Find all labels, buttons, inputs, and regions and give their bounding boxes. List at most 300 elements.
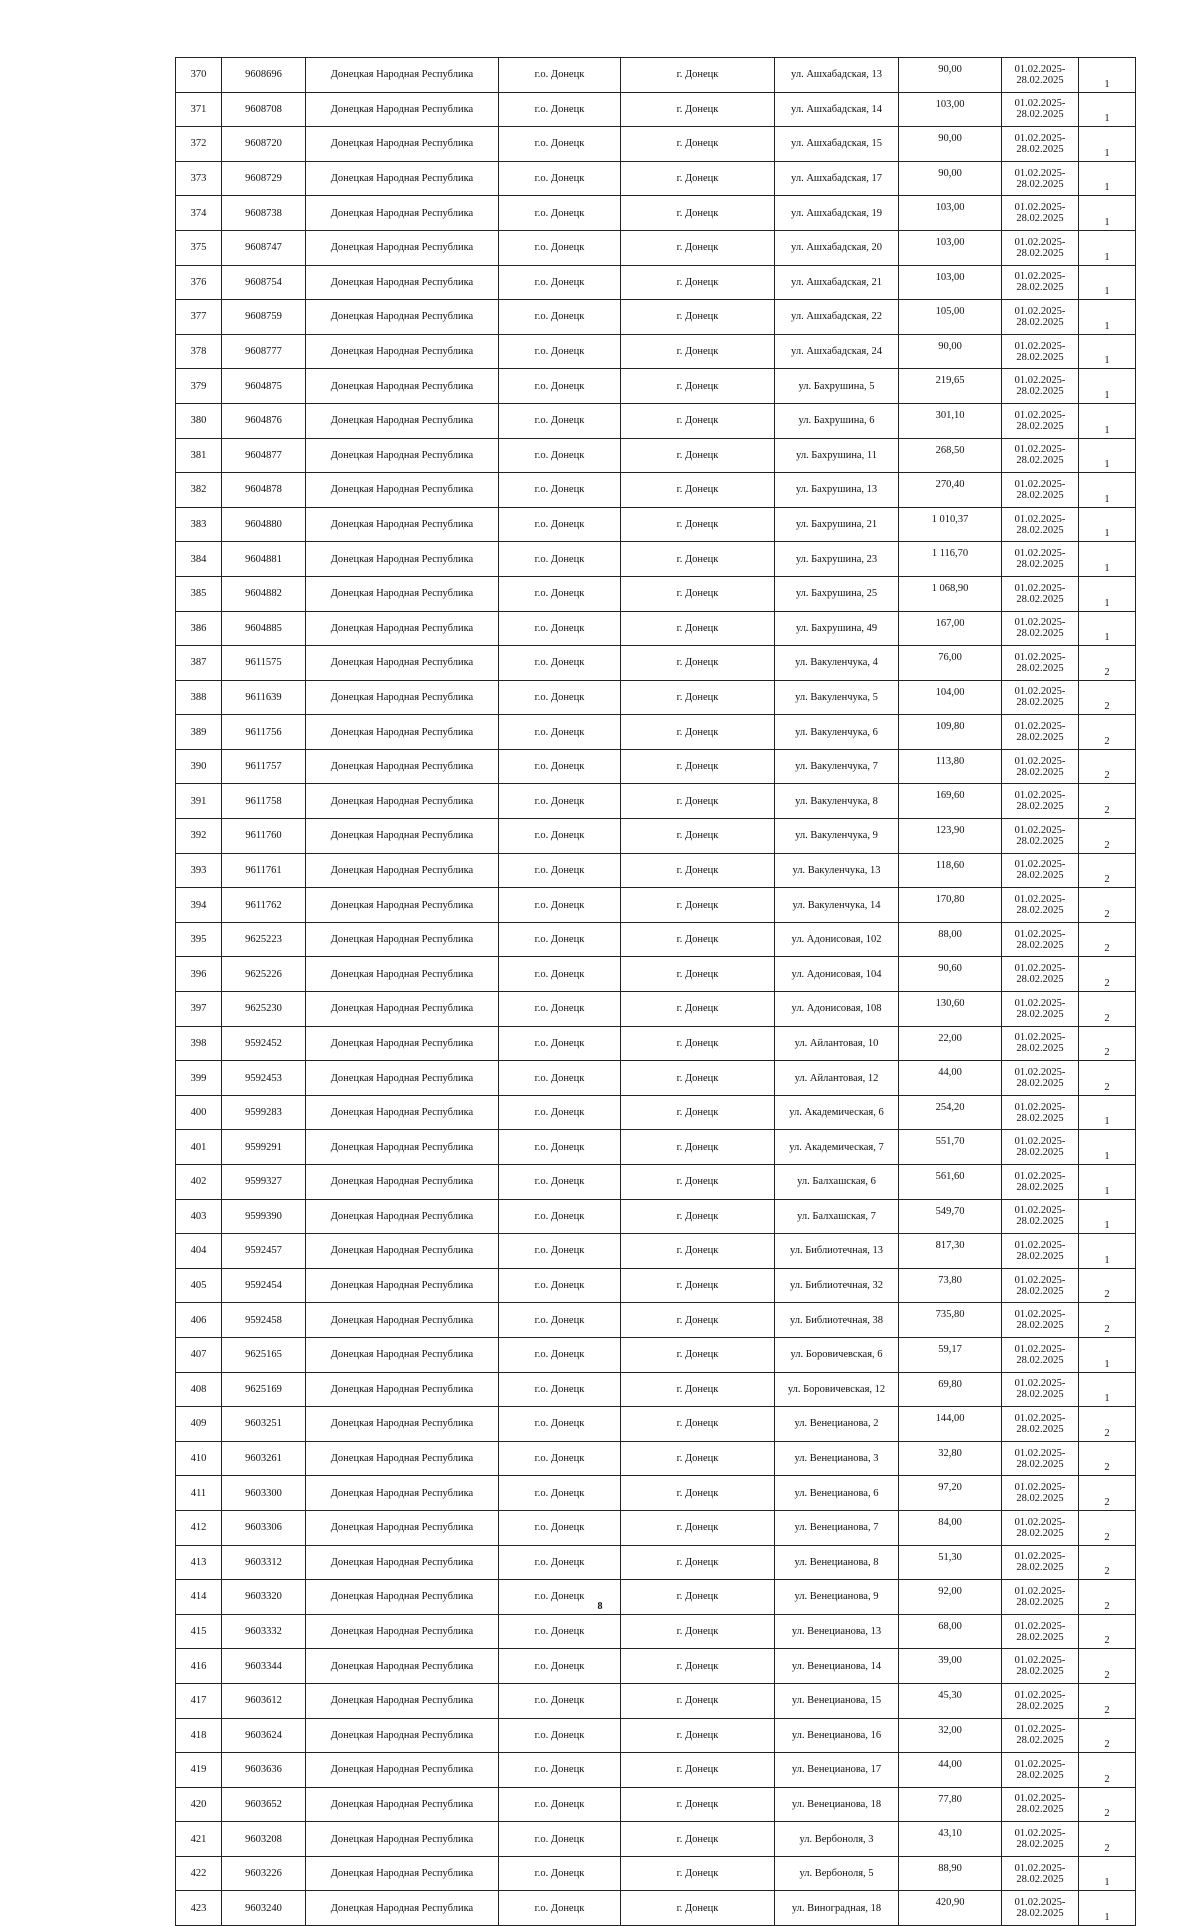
district-cell: г.о. Донецк (499, 853, 621, 888)
period-end: 28.02.2025 (1016, 1700, 1064, 1712)
row-number-cell: 400 (176, 1095, 222, 1130)
city-cell: г. Донецк (621, 127, 775, 162)
area-cell: 104,00 (899, 680, 1002, 715)
city-cell: г. Донецк (621, 1441, 775, 1476)
count-cell: 2 (1079, 1510, 1136, 1545)
district-cell: г.о. Донецк (499, 1303, 621, 1338)
area-cell: 1 010,37 (899, 507, 1002, 542)
period-cell (1002, 507, 1079, 542)
object-code-cell: 9592452 (222, 1026, 306, 1061)
period-cell (1002, 611, 1079, 646)
period-start: 01.02.2025- (1014, 167, 1066, 179)
object-code-cell: 9592458 (222, 1303, 306, 1338)
period-end: 28.02.2025 (1016, 559, 1064, 571)
city-cell: г. Донецк (621, 1165, 775, 1200)
district-cell: г.о. Донецк (499, 646, 621, 681)
object-code-cell: 9604885 (222, 611, 306, 646)
address-cell: ул. Виноградная, 18 (775, 1891, 899, 1926)
area-cell: 219,65 (899, 369, 1002, 404)
period-start: 01.02.2025- (1014, 305, 1066, 317)
period-start: 01.02.2025- (1014, 132, 1066, 144)
period-start: 01.02.2025- (1014, 1205, 1066, 1217)
period-cell (1002, 230, 1079, 265)
district-cell: г.о. Донецк (499, 1822, 621, 1857)
object-code-cell: 9625165 (222, 1337, 306, 1372)
district-cell: г.о. Донецк (499, 1441, 621, 1476)
period-end: 28.02.2025 (1016, 1147, 1064, 1159)
table-row (176, 1372, 1136, 1407)
period-start: 01.02.2025- (1014, 409, 1066, 421)
address-cell: ул. Вакуленчука, 14 (775, 888, 899, 923)
area-cell: 44,00 (899, 1753, 1002, 1788)
area-cell: 22,00 (899, 1026, 1002, 1061)
area-cell: 735,80 (899, 1303, 1002, 1338)
row-number-cell: 419 (176, 1753, 222, 1788)
period-end: 28.02.2025 (1016, 1112, 1064, 1124)
count-cell: 2 (1079, 1545, 1136, 1580)
city-cell: г. Донецк (621, 1718, 775, 1753)
city-cell: г. Донецк (621, 1268, 775, 1303)
area-cell: 45,30 (899, 1683, 1002, 1718)
period-cell (1002, 300, 1079, 335)
period-start: 01.02.2025- (1014, 271, 1066, 283)
address-cell: ул. Венецианова, 8 (775, 1545, 899, 1580)
address-cell: ул. Венецианова, 16 (775, 1718, 899, 1753)
table-row (176, 680, 1136, 715)
address-cell: ул. Адонисовая, 108 (775, 992, 899, 1027)
row-number-cell: 423 (176, 1891, 222, 1926)
row-number-cell: 386 (176, 611, 222, 646)
region-cell: Донецкая Народная Республика (306, 334, 499, 369)
period-start: 01.02.2025- (1014, 202, 1066, 214)
address-cell: ул. Бахрушина, 11 (775, 438, 899, 473)
period-cell (1002, 542, 1079, 577)
object-code-cell: 9599390 (222, 1199, 306, 1234)
object-code-cell: 9603251 (222, 1407, 306, 1442)
object-code-cell: 9625169 (222, 1372, 306, 1407)
period-cell (1002, 922, 1079, 957)
row-number-cell: 422 (176, 1856, 222, 1891)
period-cell (1002, 1061, 1079, 1096)
district-cell: г.о. Донецк (499, 1580, 621, 1615)
area-cell: 69,80 (899, 1372, 1002, 1407)
city-cell: г. Донецк (621, 576, 775, 611)
period-end: 28.02.2025 (1016, 1908, 1064, 1920)
row-number-cell: 416 (176, 1649, 222, 1684)
table-row (176, 1822, 1136, 1857)
period-cell (1002, 265, 1079, 300)
district-cell: г.о. Донецк (499, 1372, 621, 1407)
district-cell: г.о. Донецк (499, 403, 621, 438)
period-end: 28.02.2025 (1016, 870, 1064, 882)
area-cell: 88,00 (899, 922, 1002, 957)
area-cell: 109,80 (899, 715, 1002, 750)
region-cell: Донецкая Народная Республика (306, 300, 499, 335)
table-row (176, 265, 1136, 300)
period-end: 28.02.2025 (1016, 1493, 1064, 1505)
address-cell: ул. Бахрушина, 25 (775, 576, 899, 611)
area-cell: 92,00 (899, 1580, 1002, 1615)
object-code-cell: 9604880 (222, 507, 306, 542)
region-cell: Донецкая Народная Республика (306, 576, 499, 611)
object-code-cell: 9604876 (222, 403, 306, 438)
period-end: 28.02.2025 (1016, 1354, 1064, 1366)
period-cell (1002, 957, 1079, 992)
region-cell: Донецкая Народная Республика (306, 265, 499, 300)
period-end: 28.02.2025 (1016, 939, 1064, 951)
count-cell: 1 (1079, 403, 1136, 438)
table-row (176, 161, 1136, 196)
period-cell (1002, 1199, 1079, 1234)
region-cell: Донецкая Народная Республика (306, 1268, 499, 1303)
city-cell: г. Донецк (621, 853, 775, 888)
table-row (176, 1683, 1136, 1718)
period-end: 28.02.2025 (1016, 524, 1064, 536)
period-cell (1002, 92, 1079, 127)
count-cell: 2 (1079, 888, 1136, 923)
address-cell: ул. Бахрушина, 6 (775, 403, 899, 438)
period-cell (1002, 127, 1079, 162)
row-number-cell: 381 (176, 438, 222, 473)
period-end: 28.02.2025 (1016, 1250, 1064, 1262)
row-number-cell: 421 (176, 1822, 222, 1857)
city-cell: г. Донецк (621, 196, 775, 231)
count-cell: 1 (1079, 473, 1136, 508)
period-cell (1002, 888, 1079, 923)
count-cell: 2 (1079, 992, 1136, 1027)
area-cell: 103,00 (899, 92, 1002, 127)
count-cell: 1 (1079, 1130, 1136, 1165)
address-cell: ул. Балхашская, 7 (775, 1199, 899, 1234)
area-cell: 77,80 (899, 1787, 1002, 1822)
period-start: 01.02.2025- (1014, 1758, 1066, 1770)
table-row (176, 1614, 1136, 1649)
period-end: 28.02.2025 (1016, 1631, 1064, 1643)
city-cell: г. Донецк (621, 473, 775, 508)
district-cell: г.о. Донецк (499, 507, 621, 542)
period-end: 28.02.2025 (1016, 247, 1064, 259)
count-cell: 2 (1079, 1787, 1136, 1822)
city-cell: г. Донецк (621, 1856, 775, 1891)
count-cell: 1 (1079, 438, 1136, 473)
period-end: 28.02.2025 (1016, 1527, 1064, 1539)
row-number-cell: 378 (176, 334, 222, 369)
address-cell: ул. Академическая, 6 (775, 1095, 899, 1130)
district-cell: г.о. Донецк (499, 922, 621, 957)
region-cell: Донецкая Народная Республика (306, 1026, 499, 1061)
table-row (176, 888, 1136, 923)
object-code-cell: 9603240 (222, 1891, 306, 1926)
city-cell: г. Донецк (621, 1407, 775, 1442)
address-cell: ул. Вербоноля, 3 (775, 1822, 899, 1857)
area-cell: 549,70 (899, 1199, 1002, 1234)
region-cell: Донецкая Народная Республика (306, 1372, 499, 1407)
region-cell: Донецкая Народная Республика (306, 92, 499, 127)
period-start: 01.02.2025- (1014, 997, 1066, 1009)
row-number-cell: 380 (176, 403, 222, 438)
area-cell: 39,00 (899, 1649, 1002, 1684)
count-cell: 2 (1079, 1580, 1136, 1615)
table-row (176, 58, 1136, 93)
object-code-cell: 9604878 (222, 473, 306, 508)
object-code-cell: 9592453 (222, 1061, 306, 1096)
region-cell: Донецкая Народная Республика (306, 1822, 499, 1857)
period-cell (1002, 1787, 1079, 1822)
table-row (176, 1476, 1136, 1511)
period-cell (1002, 853, 1079, 888)
period-cell (1002, 1753, 1079, 1788)
address-cell: ул. Ашхабадская, 13 (775, 58, 899, 93)
district-cell: г.о. Донецк (499, 680, 621, 715)
region-cell: Донецкая Народная Республика (306, 1476, 499, 1511)
area-cell: 270,40 (899, 473, 1002, 508)
table-body (176, 58, 1136, 1926)
address-cell: ул. Балхашская, 6 (775, 1165, 899, 1200)
period-start: 01.02.2025- (1014, 375, 1066, 387)
district-cell: г.о. Донецк (499, 1856, 621, 1891)
table-row (176, 992, 1136, 1027)
period-cell (1002, 1510, 1079, 1545)
period-end: 28.02.2025 (1016, 74, 1064, 86)
count-cell: 1 (1079, 1337, 1136, 1372)
area-cell: 44,00 (899, 1061, 1002, 1096)
area-cell: 90,60 (899, 957, 1002, 992)
area-cell: 90,00 (899, 161, 1002, 196)
area-cell: 254,20 (899, 1095, 1002, 1130)
period-start: 01.02.2025- (1014, 721, 1066, 733)
period-start: 01.02.2025- (1014, 513, 1066, 525)
period-end: 28.02.2025 (1016, 1078, 1064, 1090)
object-code-cell: 9608754 (222, 265, 306, 300)
city-cell: г. Донецк (621, 1199, 775, 1234)
row-number-cell: 395 (176, 922, 222, 957)
row-number-cell: 410 (176, 1441, 222, 1476)
period-end: 28.02.2025 (1016, 1804, 1064, 1816)
count-cell: 2 (1079, 922, 1136, 957)
region-cell: Донецкая Народная Республика (306, 646, 499, 681)
address-cell: ул. Вакуленчука, 9 (775, 819, 899, 854)
area-cell: 167,00 (899, 611, 1002, 646)
count-cell: 1 (1079, 1199, 1136, 1234)
table-row (176, 1891, 1136, 1926)
period-end: 28.02.2025 (1016, 213, 1064, 225)
period-cell (1002, 680, 1079, 715)
region-cell: Донецкая Народная Республика (306, 1234, 499, 1269)
object-code-cell: 9611762 (222, 888, 306, 923)
period-start: 01.02.2025- (1014, 1309, 1066, 1321)
address-cell: ул. Ашхабадская, 22 (775, 300, 899, 335)
count-cell: 1 (1079, 1856, 1136, 1891)
district-cell: г.о. Донецк (499, 819, 621, 854)
period-end: 28.02.2025 (1016, 1008, 1064, 1020)
city-cell: г. Донецк (621, 1891, 775, 1926)
object-code-cell: 9608696 (222, 58, 306, 93)
row-number-cell: 404 (176, 1234, 222, 1269)
table-row (176, 576, 1136, 611)
address-cell: ул. Вакуленчука, 13 (775, 853, 899, 888)
region-cell: Донецкая Народная Республика (306, 784, 499, 819)
period-start: 01.02.2025- (1014, 1378, 1066, 1390)
address-cell: ул. Венецианова, 2 (775, 1407, 899, 1442)
region-cell: Донецкая Народная Республика (306, 1061, 499, 1096)
period-cell (1002, 1407, 1079, 1442)
district-cell: г.о. Донецк (499, 542, 621, 577)
district-cell: г.о. Донецк (499, 1268, 621, 1303)
address-cell: ул. Ашхабадская, 24 (775, 334, 899, 369)
row-number-cell: 372 (176, 127, 222, 162)
period-start: 01.02.2025- (1014, 1067, 1066, 1079)
period-cell (1002, 1476, 1079, 1511)
district-cell: г.о. Донецк (499, 230, 621, 265)
count-cell: 1 (1079, 92, 1136, 127)
count-cell: 1 (1079, 58, 1136, 93)
period-end: 28.02.2025 (1016, 905, 1064, 917)
period-end: 28.02.2025 (1016, 1769, 1064, 1781)
district-cell: г.о. Донецк (499, 1510, 621, 1545)
region-cell: Донецкая Народная Республика (306, 1614, 499, 1649)
table-row (176, 1234, 1136, 1269)
district-cell: г.о. Донецк (499, 300, 621, 335)
period-start: 01.02.2025- (1014, 1170, 1066, 1182)
period-end: 28.02.2025 (1016, 282, 1064, 294)
period-start: 01.02.2025- (1014, 824, 1066, 836)
count-cell: 1 (1079, 230, 1136, 265)
table-row (176, 1787, 1136, 1822)
region-cell: Донецкая Народная Республика (306, 1303, 499, 1338)
address-cell: ул. Адонисовая, 102 (775, 922, 899, 957)
period-cell (1002, 1614, 1079, 1649)
region-cell: Донецкая Народная Республика (306, 473, 499, 508)
city-cell: г. Донецк (621, 784, 775, 819)
region-cell: Донецкая Народная Республика (306, 749, 499, 784)
period-start: 01.02.2025- (1014, 63, 1066, 75)
district-cell: г.о. Донецк (499, 1095, 621, 1130)
address-cell: ул. Венецианова, 14 (775, 1649, 899, 1684)
table-row (176, 784, 1136, 819)
period-end: 28.02.2025 (1016, 835, 1064, 847)
row-number-cell: 405 (176, 1268, 222, 1303)
count-cell: 2 (1079, 749, 1136, 784)
address-cell: ул. Ашхабадская, 14 (775, 92, 899, 127)
period-cell (1002, 1545, 1079, 1580)
district-cell: г.о. Донецк (499, 127, 621, 162)
area-cell: 1 068,90 (899, 576, 1002, 611)
period-cell (1002, 819, 1079, 854)
area-cell: 144,00 (899, 1407, 1002, 1442)
object-code-cell: 9608738 (222, 196, 306, 231)
row-number-cell: 401 (176, 1130, 222, 1165)
period-end: 28.02.2025 (1016, 316, 1064, 328)
address-cell: ул. Бахрушина, 49 (775, 611, 899, 646)
region-cell: Донецкая Народная Республика (306, 1510, 499, 1545)
object-code-cell: 9611758 (222, 784, 306, 819)
row-number-cell: 388 (176, 680, 222, 715)
address-cell: ул. Ашхабадская, 19 (775, 196, 899, 231)
address-cell: ул. Вакуленчука, 6 (775, 715, 899, 750)
city-cell: г. Донецк (621, 1026, 775, 1061)
row-number-cell: 420 (176, 1787, 222, 1822)
period-cell (1002, 1718, 1079, 1753)
address-cell: ул. Ашхабадская, 21 (775, 265, 899, 300)
period-end: 28.02.2025 (1016, 1423, 1064, 1435)
period-cell (1002, 161, 1079, 196)
city-cell: г. Донецк (621, 1372, 775, 1407)
count-cell: 2 (1079, 853, 1136, 888)
region-cell: Донецкая Народная Республика (306, 1753, 499, 1788)
period-end: 28.02.2025 (1016, 1389, 1064, 1401)
row-number-cell: 376 (176, 265, 222, 300)
period-start: 01.02.2025- (1014, 1447, 1066, 1459)
period-cell (1002, 1683, 1079, 1718)
district-cell: г.о. Донецк (499, 1753, 621, 1788)
area-cell: 51,30 (899, 1545, 1002, 1580)
period-end: 28.02.2025 (1016, 1216, 1064, 1228)
period-cell (1002, 1234, 1079, 1269)
count-cell: 1 (1079, 161, 1136, 196)
count-cell: 2 (1079, 1026, 1136, 1061)
district-cell: г.о. Донецк (499, 473, 621, 508)
table-row (176, 473, 1136, 508)
district-cell: г.о. Донецк (499, 196, 621, 231)
district-cell: г.о. Донецк (499, 715, 621, 750)
period-start: 01.02.2025- (1014, 651, 1066, 663)
period-cell (1002, 749, 1079, 784)
address-cell: ул. Венецианова, 6 (775, 1476, 899, 1511)
city-cell: г. Донецк (621, 1095, 775, 1130)
region-cell: Донецкая Народная Республика (306, 1580, 499, 1615)
object-code-cell: 9625230 (222, 992, 306, 1027)
table-row (176, 507, 1136, 542)
city-cell: г. Донецк (621, 1234, 775, 1269)
city-cell: г. Донецк (621, 749, 775, 784)
table-row (176, 646, 1136, 681)
period-start: 01.02.2025- (1014, 340, 1066, 352)
row-number-cell: 379 (176, 369, 222, 404)
period-end: 28.02.2025 (1016, 732, 1064, 744)
region-cell: Донецкая Народная Республика (306, 680, 499, 715)
period-cell (1002, 1649, 1079, 1684)
object-code-cell: 9611575 (222, 646, 306, 681)
count-cell: 1 (1079, 300, 1136, 335)
row-number-cell: 411 (176, 1476, 222, 1511)
count-cell: 1 (1079, 611, 1136, 646)
city-cell: г. Донецк (621, 819, 775, 854)
city-cell: г. Донецк (621, 1683, 775, 1718)
area-cell: 118,60 (899, 853, 1002, 888)
row-number-cell: 412 (176, 1510, 222, 1545)
object-code-cell: 9603636 (222, 1753, 306, 1788)
object-code-cell: 9608759 (222, 300, 306, 335)
table-row (176, 1303, 1136, 1338)
count-cell: 1 (1079, 1095, 1136, 1130)
period-end: 28.02.2025 (1016, 109, 1064, 121)
district-cell: г.о. Донецк (499, 1407, 621, 1442)
object-code-cell: 9603652 (222, 1787, 306, 1822)
table-row (176, 334, 1136, 369)
period-start: 01.02.2025- (1014, 1136, 1066, 1148)
period-end: 28.02.2025 (1016, 801, 1064, 813)
area-cell: 169,60 (899, 784, 1002, 819)
period-end: 28.02.2025 (1016, 351, 1064, 363)
district-cell: г.о. Донецк (499, 1199, 621, 1234)
region-cell: Донецкая Народная Республика (306, 1095, 499, 1130)
table-row (176, 1545, 1136, 1580)
city-cell: г. Донецк (621, 1580, 775, 1615)
object-code-cell: 9611761 (222, 853, 306, 888)
count-cell: 1 (1079, 542, 1136, 577)
region-cell: Донецкая Народная Республика (306, 1407, 499, 1442)
object-code-cell: 9603320 (222, 1580, 306, 1615)
